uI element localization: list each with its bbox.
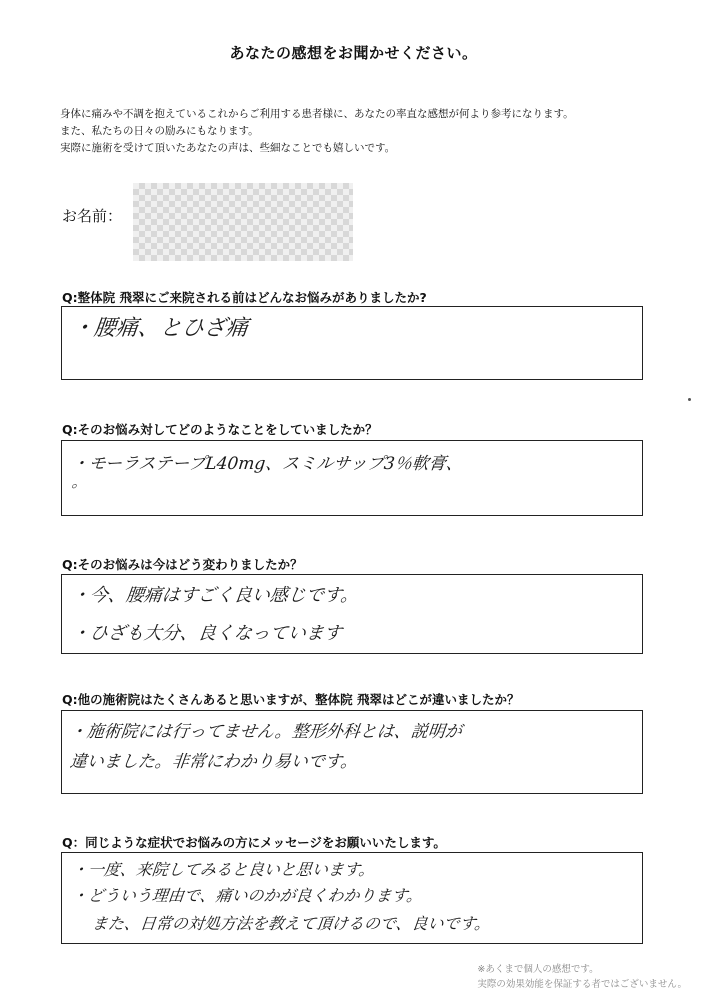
- question-2: Q:そのお悩み対してどのようなことをしていましたか？: [62, 422, 378, 437]
- answer-5-line-1: ・一度、来院してみると良いと思います。: [70, 860, 376, 879]
- answer-box-2: [61, 440, 643, 516]
- name-redacted-field: [133, 183, 353, 261]
- intro-line: 身体に痛みや不調を抱えているこれからご利用する患者様に、あなたの率直な感想が何より参考になります。: [60, 108, 574, 120]
- disclaimer: [477, 962, 687, 992]
- question-1: Q:整体院 飛翠にご来院される前はどんなお悩みがありましたか?: [62, 290, 427, 305]
- answer-1-line-1: ・腰痛、とひざ痛: [70, 316, 250, 341]
- page-title: あなたの感想をお聞かせください。: [229, 44, 478, 62]
- answer-2-line-2: 。: [71, 473, 88, 491]
- intro-text: [60, 106, 574, 157]
- scan-speck: [688, 398, 691, 401]
- answer-box-5: [61, 852, 643, 944]
- intro-line: 実際に施術を受けて頂いたあなたの声は、些細なことでも嬉しいです。: [60, 142, 396, 154]
- question-4: Q:他の施術院はたくさんあると思いますが、整体院 飛翠はどこが違いましたか？: [62, 692, 520, 707]
- disclaimer-line: ※あくまで個人の感想です。: [477, 964, 599, 975]
- answer-3-line-2: ・ひざも大分、良くなっています: [70, 623, 343, 644]
- answer-5-line-3: また、日常の対処方法を教えて頂けるので、良いです。: [90, 914, 492, 933]
- answer-2-line-1: ・モーラステープL40mg、スミルサップ3％軟膏、: [70, 454, 464, 474]
- question-3: Q:そのお悩みは今はどう変わりましたか？: [62, 557, 303, 572]
- answer-3-line-1: ・今、腰痛はすごく良い感じです。: [70, 585, 360, 606]
- name-label: お名前：: [62, 207, 123, 225]
- answer-4-line-2: 違いました。非常にわかり易いです。: [68, 752, 359, 772]
- answer-5-line-2: ・どういう理由で、痛いのかが良くわかります。: [70, 886, 424, 905]
- disclaimer-line: 実際の効果効能を保証する者ではございません。: [477, 979, 687, 990]
- question-5: Q：同じような症状でお悩みの方にメッセージをお願いいたします。: [62, 835, 446, 850]
- intro-line: また、私たちの日々の励みにもなります。: [60, 125, 259, 137]
- answer-box-1: [61, 306, 643, 380]
- answer-box-4: [61, 710, 643, 794]
- answer-box-3: [61, 574, 643, 654]
- answer-4-line-1: ・施術院には行ってません。整形外科とは、説明が: [68, 722, 463, 742]
